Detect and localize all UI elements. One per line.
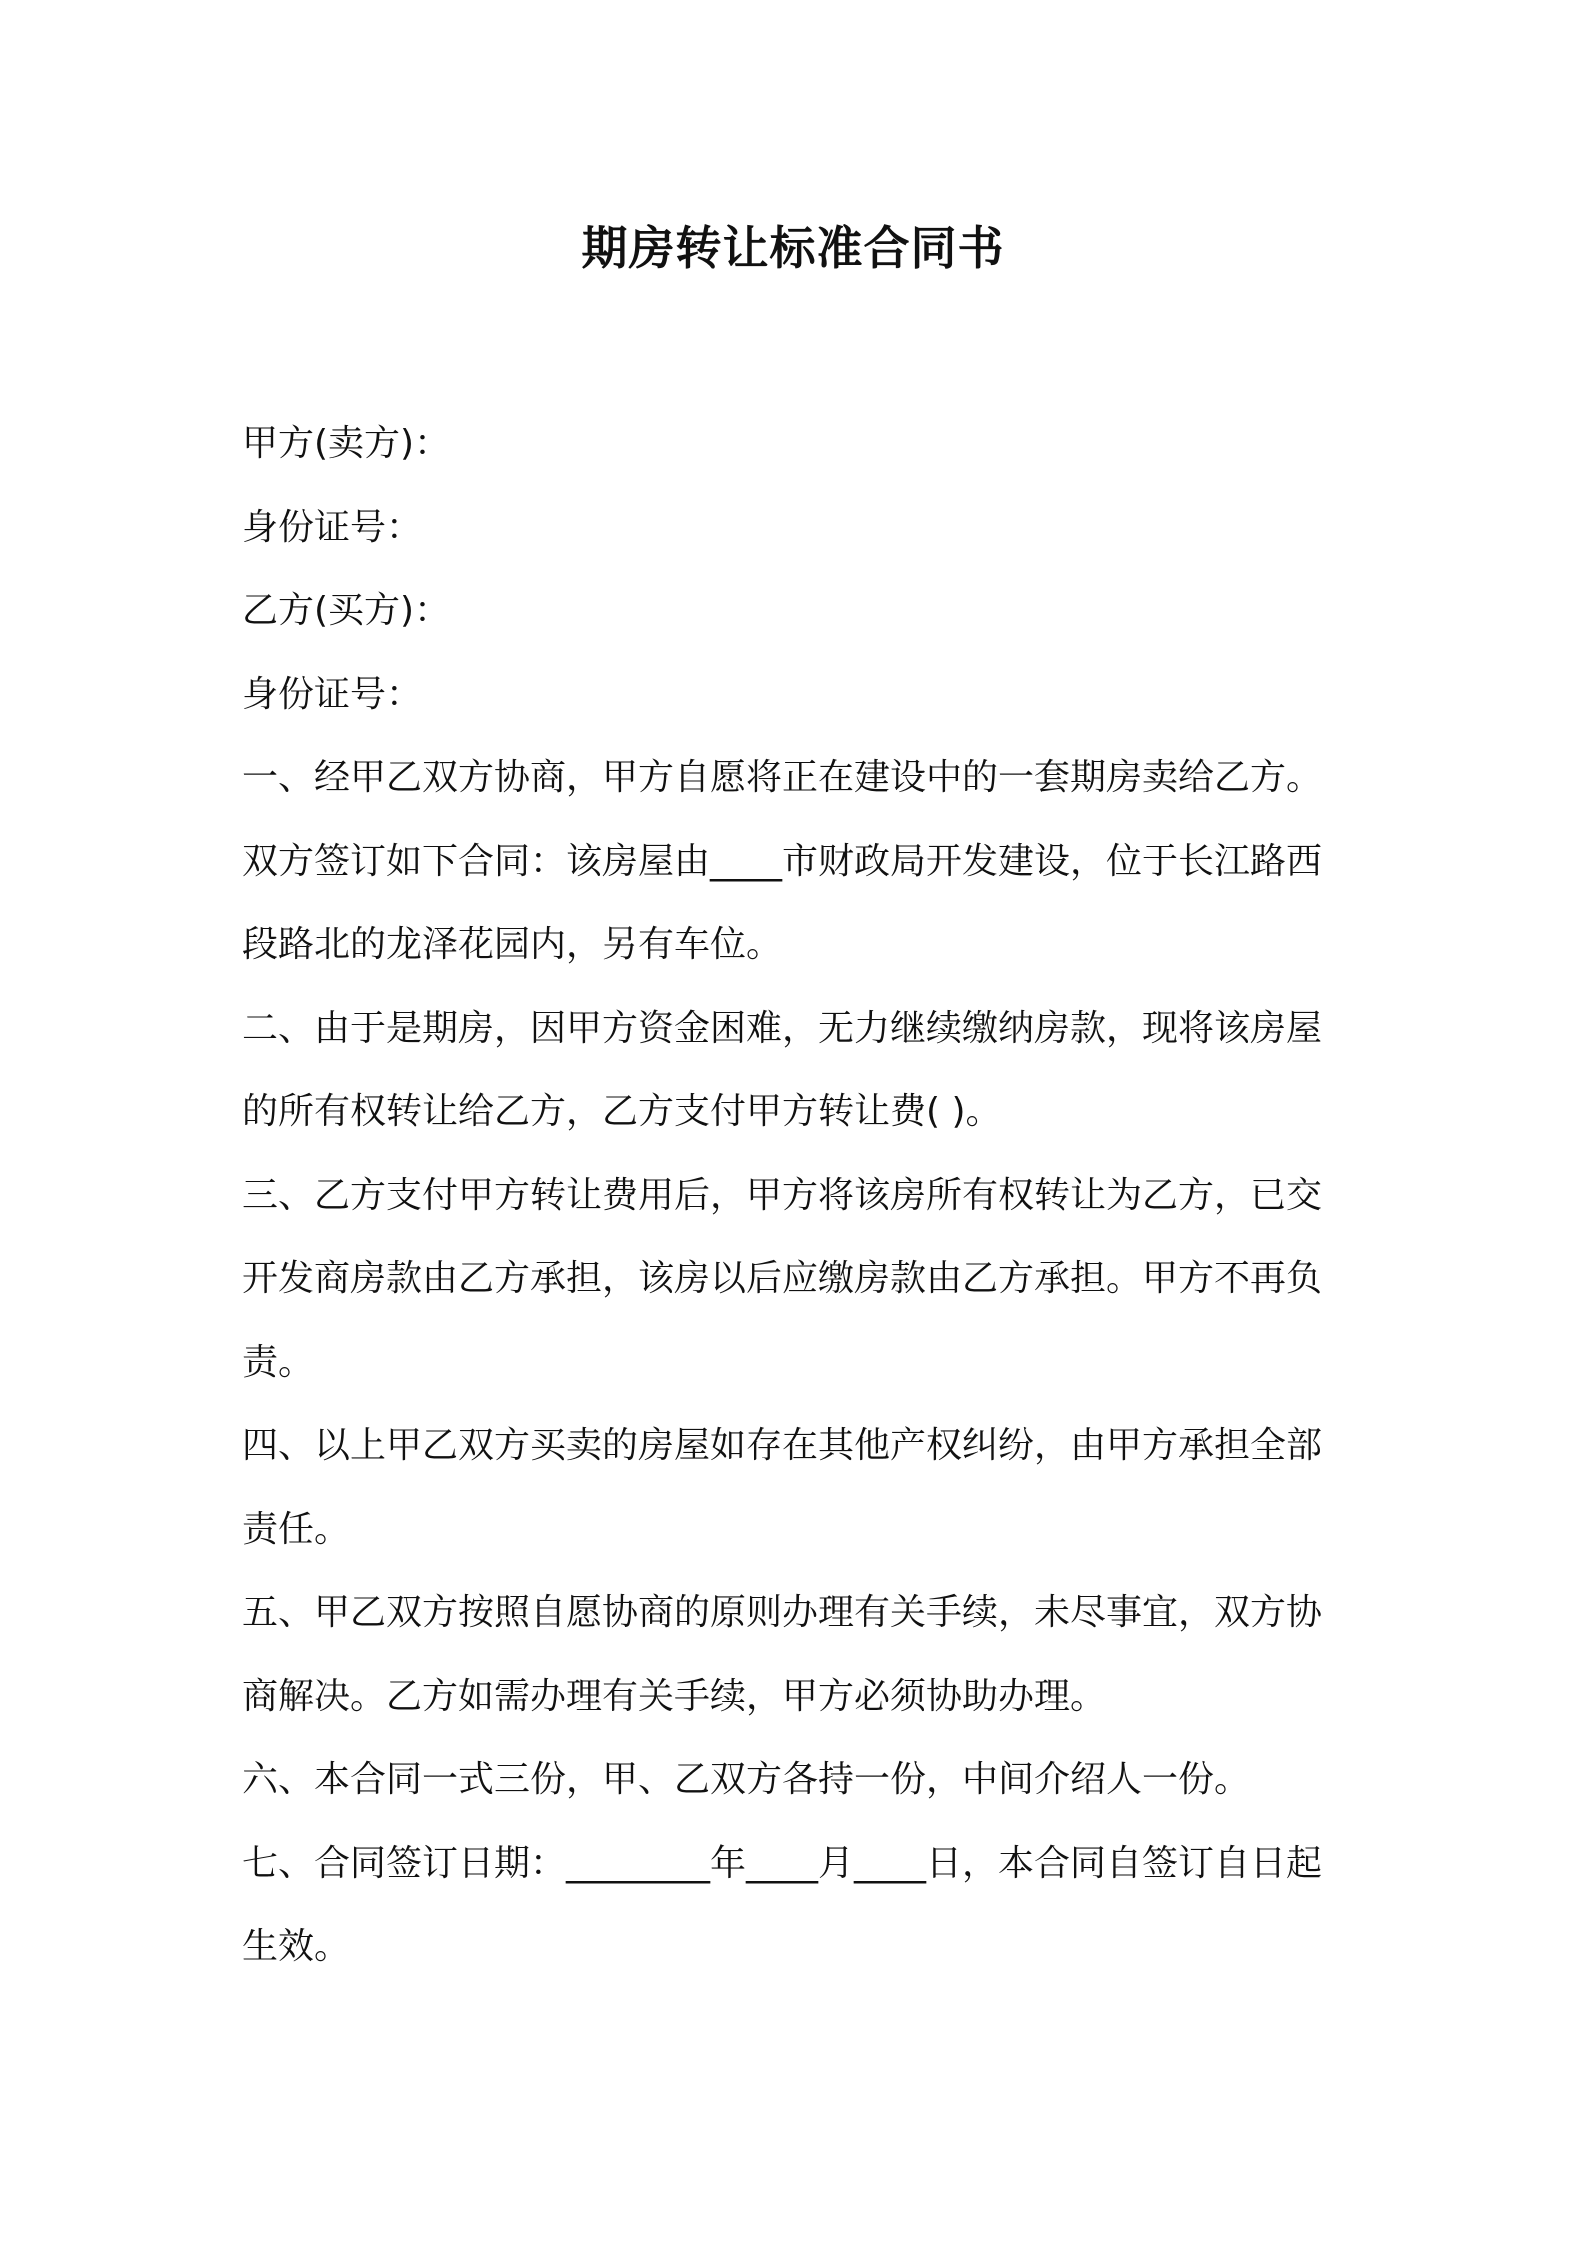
document-body: [242, 402, 1352, 1989]
party-a-line: 甲方(卖方)：: [242, 423, 451, 464]
clause-4: 四、以上甲乙双方买卖的房屋如存在其他产权纠纷，由甲方承担全部责任。: [242, 1425, 1323, 1550]
party-a-id-line: 身份证号：: [242, 506, 423, 548]
clause-5: 五、甲乙双方按照自愿协商的原则办理有关手续，未尽事宜，双方协商解决。乙方如需办理有关手续，甲方必须协助办理。: [242, 1592, 1323, 1717]
clause-1: 一、经甲乙双方协商，甲方自愿将正在建设中的一套期房卖给乙方。双方签订如下合同：该房屋由____市财政局开发建设，位于长江路西段路北的龙泽花园内，另有车位。: [242, 757, 1323, 965]
party-b-line: 乙方(买方)：: [242, 590, 451, 631]
clause-3: 三、乙方支付甲方转让费用后，甲方将该房所有权转让为乙方，已交开发商房款由乙方承担，该房以后应缴房款由乙方承担。甲方不再负责。: [242, 1174, 1323, 1383]
party-b-id-line: 身份证号：: [242, 673, 423, 715]
clause-2: 二、由于是期房，因甲方资金困难，无力继续缴纳房款，现将该房屋的所有权转让给乙方，乙方支付甲方转让费( )。: [242, 1007, 1323, 1132]
clause-6-7: 六、本合同一式三份，甲、乙双方各持一份，中间介绍人一份。 七、合同签订日期：________年____月____日，本合同自签订自日起生效。: [242, 1759, 1323, 1967]
document-title: 期房转让标准合同书: [581, 221, 1005, 275]
